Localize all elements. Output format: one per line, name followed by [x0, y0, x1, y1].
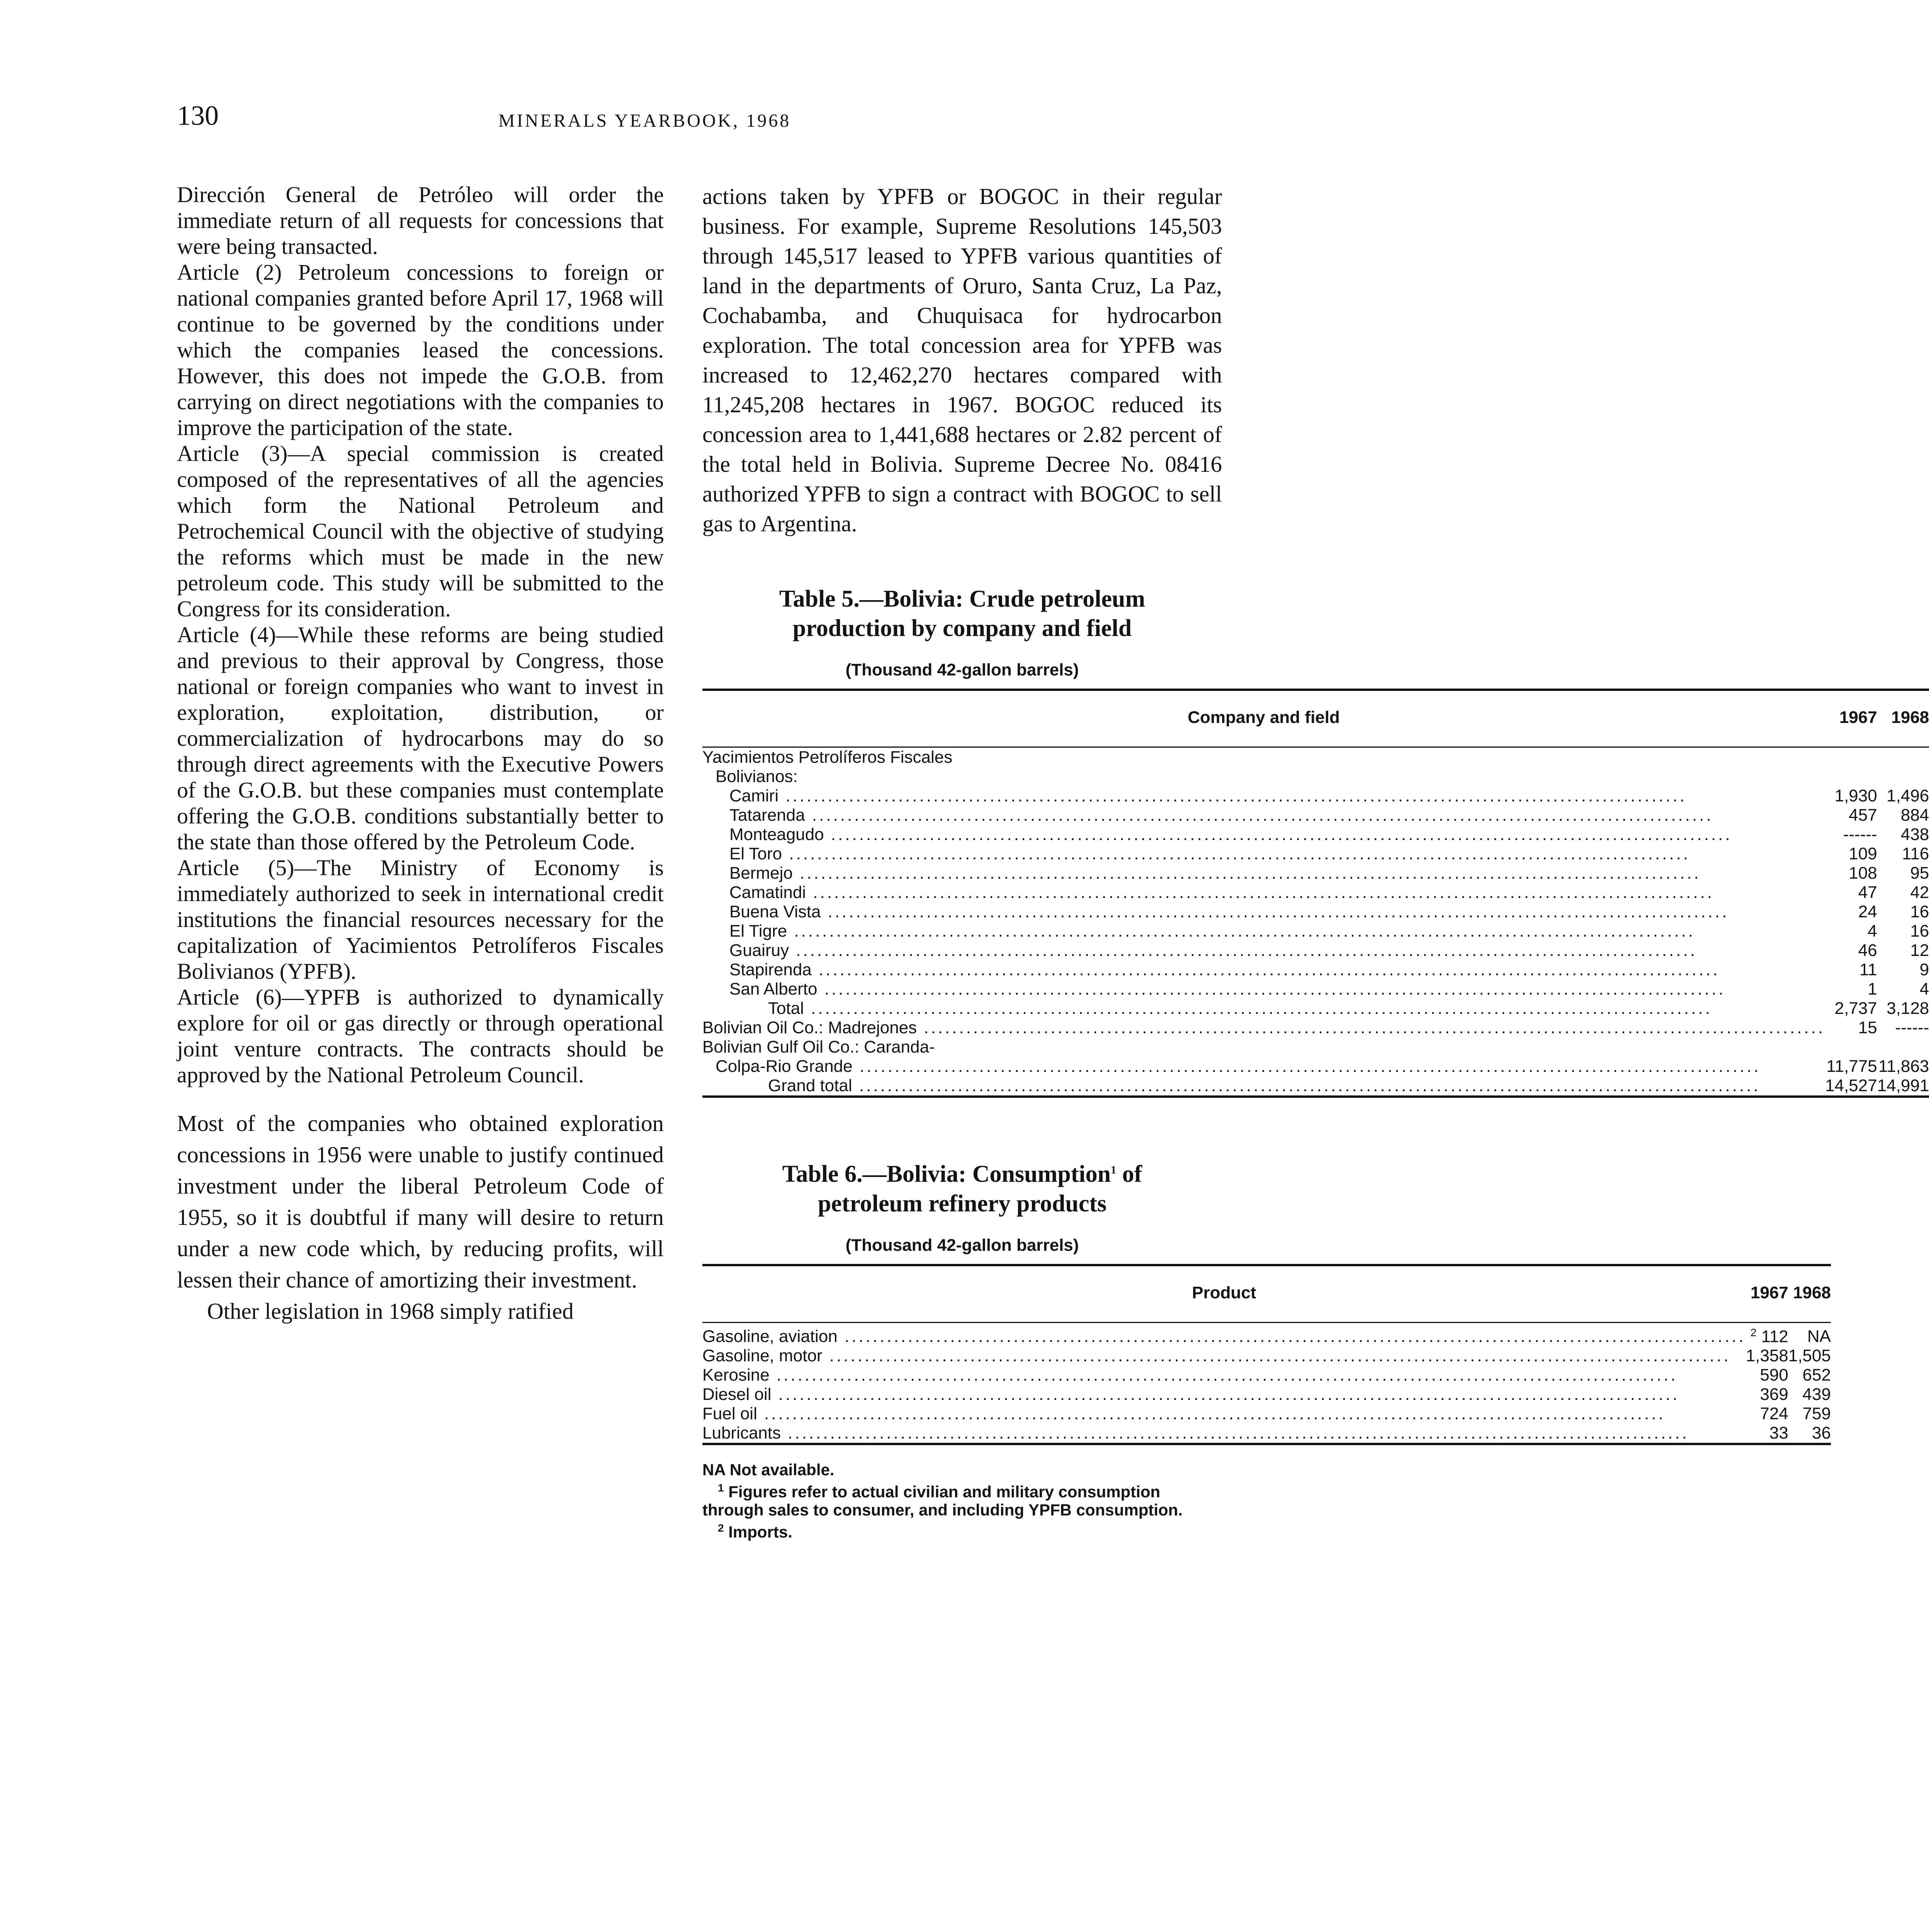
table-row: Bolivian Oil Co.: Madrejones ..... 15 ------	[702, 1018, 1929, 1037]
left-column	[177, 182, 664, 1327]
column-header: 1967	[1825, 690, 1877, 747]
right-column	[702, 182, 1929, 1541]
table-group-label: Bolivian Gulf Oil Co.: Caranda-	[702, 1037, 935, 1056]
article-6-text: Article (6)—YPFB is authorized to dynamically explore for oil or gas directly or through operational joint venture contracts. The contracts should be approved by the National Petroleum Council.	[177, 985, 664, 1087]
table-row: Colpa-Rio Grande ..... 11,775 11,863	[702, 1057, 1929, 1076]
column-header: Company and field	[702, 690, 1825, 747]
column-header: Product	[702, 1265, 1746, 1323]
column-header: 1967	[1746, 1265, 1788, 1323]
table-group-label: Yacimientos Petrolíferos Fiscales	[702, 748, 953, 767]
table-row: Buena Vista ..... 24 16	[702, 902, 1929, 922]
table-row: Gasoline, motor ..... 1,358 1,505	[702, 1346, 1831, 1366]
table-row: Camatindi ..... 47 42	[702, 883, 1929, 902]
table-5-units: (Thousand 42-gallon barrels)	[845, 660, 1079, 679]
table-5	[702, 584, 1929, 1098]
article-2-text: Article (2) Petroleum concessions to foreign or national companies granted before April 17, 1968 will continue to be governed by the conditions under which the companies leased the concessions. However, this does not impede the G.O.B. from carrying on direct negotiations with the companies to improve the participation of the state.	[177, 260, 664, 440]
table-6-units: (Thousand 42-gallon barrels)	[845, 1235, 1079, 1255]
table-row: Gasoline, aviation ..... $^2$ 112 NA	[702, 1322, 1831, 1346]
table-row: Monteagudo ..... ------ 438	[702, 825, 1929, 844]
body-paragraph: actions taken by YPFB or BOGOC in their regular business. For example, Supreme Resolutions 145,503 through 145,517 leased to YPFB various quantities of land in the departments of Oruro, Santa Cruz, La Paz, Cochabamba, and Chuquisaca for hydrocarbon exploration. The total concession area for YPFB was increased to 12,462,270 hectares compared with 11,245,208 hectares in 1967. BOGOC reduced its concession area to 1,441,688 hectares or 2.82 percent of the total held in Bolivia. Supreme Decree No. 08416 authorized YPFB to sign a contract with BOGOC to sell gas to Argentina.	[702, 184, 1222, 536]
table-group-label: Bolivianos:	[716, 767, 798, 786]
column-header: 1968	[1788, 1265, 1831, 1323]
body-paragraph: Most of the companies who obtained exploration concessions in 1956 were unable to justify continued investment under the liberal Petroleum Code of 1955, so it is doubtful if many will desire to return under a new code which, by reducing profits, will lessen their chance of amortizing their investment.	[177, 1111, 664, 1293]
table-row: Lubricants ..... 33 36	[702, 1423, 1831, 1444]
table-row: El Toro ..... 109 116	[702, 844, 1929, 864]
article-4-text: Article (4)—While these reforms are being studied and previous to their approval by Congress, those national or foreign companies who want to invest in exploration, exploitation, distribution, or commercialization of hydrocarbons may do so through direct agreements with the Executive Powers of the G.O.B. but these companies must contemplate offering the G.O.B. conditions substantially better to the state than those offered by the Petroleum Code.	[177, 622, 664, 854]
table-row: Diesel oil ..... 369 439	[702, 1385, 1831, 1404]
running-title: MINERALS YEARBOOK, 1968	[498, 111, 791, 131]
table-grand-total-row: Grand total ..... 14,527 14,991	[702, 1076, 1929, 1097]
table-total-row: Total ..... 2,737 3,128	[702, 999, 1929, 1018]
article-1-text: Dirección General de Petróleo will order the immediate return of all requests for concessions that were being transacted.	[177, 182, 664, 259]
table-6-footnotes	[702, 1461, 1222, 1541]
column-header: 1968	[1877, 690, 1929, 747]
footnote-na: NA Not available.	[702, 1461, 834, 1479]
article-5-text: Article (5)—The Ministry of Economy is immediately authorized to seek in international credit institutions the financial resources necessary for the capitalization of Yacimientos Petrolíferos Fiscales Bolivianos (YPFB).	[177, 855, 664, 984]
table-6-title: Table 6.—Bolivia: Consumption$^1$ of petroleum refinery products	[782, 1161, 1142, 1217]
table-row: San Alberto ..... 1 4	[702, 980, 1929, 999]
table-row: Kerosine ..... 590 652	[702, 1366, 1831, 1385]
table-5-title: Table 5.—Bolivia: Crude petroleum production by company and field	[779, 586, 1146, 641]
table-row: El Tigre ..... 4 16	[702, 922, 1929, 941]
article-3-text: Article (3)—A special commission is created composed of the representatives of all the agencies which form the National Petroleum and Petrochemical Council with the objective of studying the reforms which must be made in the new petroleum code. This study will be submitted to the Congress for its consideration.	[177, 441, 664, 621]
footnote-1: $^1$ Figures refer to actual civilian and military consumption through sales to consumer, and including YPFB consumption.	[702, 1482, 1183, 1519]
table-row: Guairuy ..... 46 12	[702, 941, 1929, 960]
body-paragraph: Other legislation in 1968 simply ratified	[207, 1298, 574, 1324]
table-row: Fuel oil ..... 724 759	[702, 1404, 1831, 1423]
footnote-2: $^2$ Imports.	[718, 1522, 792, 1541]
table-row: Bermejo ..... 108 95	[702, 864, 1929, 883]
table-6-grid	[702, 1264, 1831, 1446]
table-5-grid	[702, 689, 1929, 1098]
page-number: 130	[177, 100, 219, 131]
table-row: Stapirenda ..... 11 9	[702, 960, 1929, 980]
table-6	[702, 1156, 1831, 1541]
table-row: Tatarenda ..... 457 884	[702, 806, 1929, 825]
table-row: Camiri ..... 1,930 1,496	[702, 786, 1929, 806]
